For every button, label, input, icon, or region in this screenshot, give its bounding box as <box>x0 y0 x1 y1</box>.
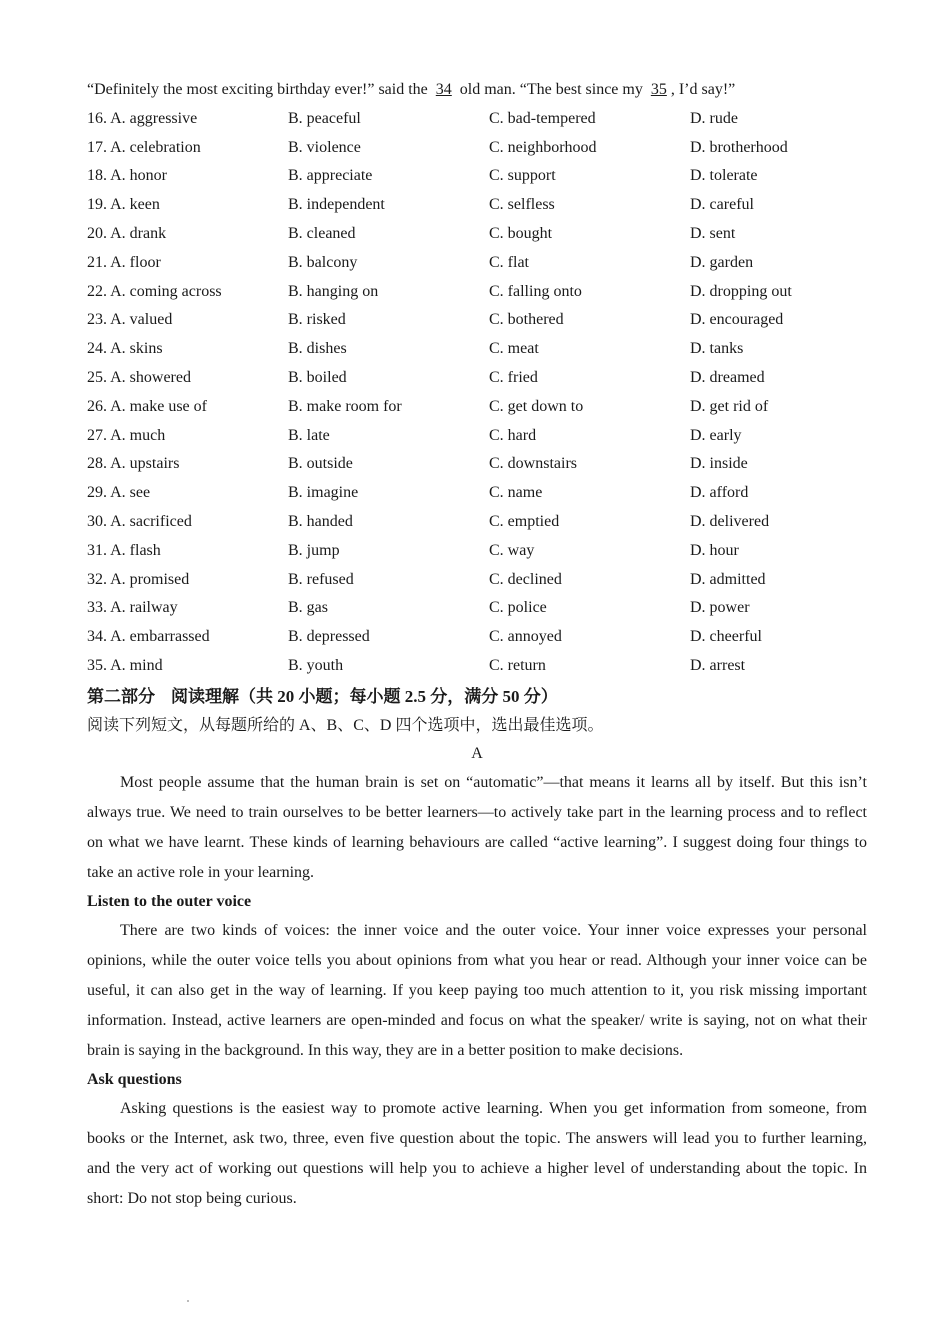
option-d: D. delivered <box>690 512 770 530</box>
option-c: C. bought <box>489 224 553 242</box>
option-c: C. annoyed <box>489 628 562 646</box>
passage-intro-paragraph: Most people assume that the human brain is set on “automatic”—that means it learns all by itself. But this isn’t always true. We need to train ourselves to be better learners—to actively take part in the learning process and to reflect on what we have learnt. These kinds of learning behaviours are called “active learning”. I suggest doing four things to take an active role in your learning. <box>87 773 867 881</box>
option-a: 25. A. showered <box>87 368 191 386</box>
passage-letter: A <box>471 744 483 762</box>
option-a: 29. A. see <box>87 484 151 502</box>
option-b: B. handed <box>288 512 353 530</box>
option-d: D. arrest <box>690 656 746 674</box>
subheading-ask-questions: Ask questions <box>87 1070 182 1088</box>
option-b: B. imagine <box>288 484 359 502</box>
option-c: C. neighborhood <box>489 138 597 156</box>
section-title-main: 阅读理解（共 20 小题；每小题 2.5 分，满分 50 分） <box>171 686 558 706</box>
option-b: B. dishes <box>288 340 347 358</box>
option-c: C. declined <box>489 570 562 588</box>
option-c: C. police <box>489 599 547 617</box>
option-c: C. bothered <box>489 311 564 329</box>
option-d: D. dreamed <box>690 368 765 386</box>
option-b: B. outside <box>288 455 353 473</box>
option-b: B. peaceful <box>288 109 361 127</box>
question-row <box>87 105 867 134</box>
option-a: 28. A. upstairs <box>87 455 180 473</box>
option-a: 19. A. keen <box>87 196 160 214</box>
paragraph-ask-questions: Asking questions is the easiest way to promote active learning. When you get information from someone, from books or the Internet, ask two, three, even five question about the topic. The answers will lead you to further learning, and the very act of working out questions will help you to achieve a higher level of understanding about the topic. In short: Do not stop being curious. <box>87 1099 867 1207</box>
option-d: D. get rid of <box>690 397 769 415</box>
question-row <box>87 278 867 307</box>
paragraph-outer-voice: There are two kinds of voices: the inner voice and the outer voice. Your inner voice expresses your personal opinions, while the outer voice tells you about opinions from what you hear or read. Although your inner voice can be useful, it can also get in the way of learning. If you keep paying too much attention to it, you risk missing important information. Instead, active learners are open-minded and focus on what the speaker/ write is saying, not on what their brain is saying in the background. In this way, they are in a better position to make decisions. <box>87 921 867 1059</box>
option-d: D. brotherhood <box>690 138 788 156</box>
stray-mark <box>187 1300 189 1302</box>
option-c: C. support <box>489 167 556 185</box>
option-d: D. garden <box>690 253 754 271</box>
option-a: 22. A. coming across <box>87 282 222 300</box>
question-row <box>87 191 867 220</box>
question-row <box>87 249 867 278</box>
option-c: C. fried <box>489 368 538 386</box>
option-a: 21. A. floor <box>87 253 161 271</box>
blank-34: 34 <box>435 81 452 98</box>
section-part-label: 第二部分 <box>87 686 155 706</box>
page-content <box>87 76 867 1214</box>
option-d: D. careful <box>690 196 754 214</box>
question-row <box>87 537 867 566</box>
option-b: B. depressed <box>288 628 370 646</box>
question-row <box>87 623 867 652</box>
option-b: B. balcony <box>288 253 358 271</box>
option-a: 26. A. make use of <box>87 397 207 415</box>
question-row <box>87 306 867 335</box>
option-a: 27. A. much <box>87 426 166 444</box>
option-d: D. afford <box>690 484 749 502</box>
intro-text-after: , I’d say!” <box>670 81 736 98</box>
option-b: B. cleaned <box>288 224 356 242</box>
option-a: 34. A. embarrassed <box>87 628 210 646</box>
option-b: B. hanging on <box>288 282 379 300</box>
question-row <box>87 479 867 508</box>
option-c: C. way <box>489 541 535 559</box>
option-c: C. falling onto <box>489 282 582 300</box>
option-c: C. return <box>489 656 546 674</box>
option-a: 23. A. valued <box>87 311 173 329</box>
question-row <box>87 422 867 451</box>
question-list <box>87 105 867 681</box>
question-row <box>87 566 867 595</box>
option-b: B. jump <box>288 541 340 559</box>
option-b: B. gas <box>288 599 328 617</box>
option-c: C. get down to <box>489 397 584 415</box>
option-c: C. selfless <box>489 196 555 214</box>
option-b: B. late <box>288 426 330 444</box>
intro-text-before: “Definitely the most exciting birthday ever!” said the <box>87 81 432 98</box>
option-b: B. boiled <box>288 368 347 386</box>
question-row <box>87 652 867 681</box>
question-row <box>87 220 867 249</box>
option-d: D. early <box>690 426 742 444</box>
option-a: 33. A. railway <box>87 599 178 617</box>
option-d: D. tolerate <box>690 167 758 185</box>
subheading-outer-voice: Listen to the outer voice <box>87 892 252 910</box>
option-b: B. independent <box>288 196 385 214</box>
question-row <box>87 393 867 422</box>
section-instruction: 阅读下列短文，从每题所给的 A、B、C、D 四个选项中，选出最佳选项。 <box>87 716 604 734</box>
question-row <box>87 335 867 364</box>
option-b: B. violence <box>288 138 361 156</box>
option-c: C. bad-tempered <box>489 109 596 127</box>
option-a: 20. A. drank <box>87 224 167 242</box>
option-d: D. sent <box>690 224 736 242</box>
option-d: D. hour <box>690 541 739 559</box>
option-d: D. power <box>690 599 750 617</box>
option-a: 24. A. skins <box>87 340 163 358</box>
option-b: B. make room for <box>288 397 402 415</box>
question-row <box>87 162 867 191</box>
option-c: C. downstairs <box>489 455 577 473</box>
question-row <box>87 134 867 163</box>
option-a: 18. A. honor <box>87 167 167 185</box>
option-a: 35. A. mind <box>87 656 163 674</box>
option-b: B. refused <box>288 570 354 588</box>
option-d: D. cheerful <box>690 628 762 646</box>
question-row <box>87 508 867 537</box>
option-a: 17. A. celebration <box>87 138 201 156</box>
option-a: 30. A. sacrificed <box>87 512 192 530</box>
section-title <box>87 682 867 712</box>
option-a: 32. A. promised <box>87 570 190 588</box>
option-d: D. rude <box>690 109 738 127</box>
intro-text-middle: old man. “The best since my <box>455 81 647 98</box>
option-d: D. admitted <box>690 570 766 588</box>
option-d: D. encouraged <box>690 311 784 329</box>
option-b: B. appreciate <box>288 167 373 185</box>
option-c: C. flat <box>489 253 529 271</box>
option-a: 31. A. flash <box>87 541 161 559</box>
option-a: 16. A. aggressive <box>87 109 198 127</box>
option-d: D. inside <box>690 455 748 473</box>
option-c: C. hard <box>489 426 537 444</box>
option-d: D. dropping out <box>690 282 792 300</box>
question-row <box>87 450 867 479</box>
option-c: C. name <box>489 484 543 502</box>
passage-closing-line <box>87 76 867 105</box>
blank-35: 35 <box>650 81 667 98</box>
question-row <box>87 364 867 393</box>
option-c: C. emptied <box>489 512 560 530</box>
option-b: B. youth <box>288 656 344 674</box>
question-row <box>87 594 867 623</box>
option-d: D. tanks <box>690 340 744 358</box>
option-b: B. risked <box>288 311 346 329</box>
option-c: C. meat <box>489 340 539 358</box>
